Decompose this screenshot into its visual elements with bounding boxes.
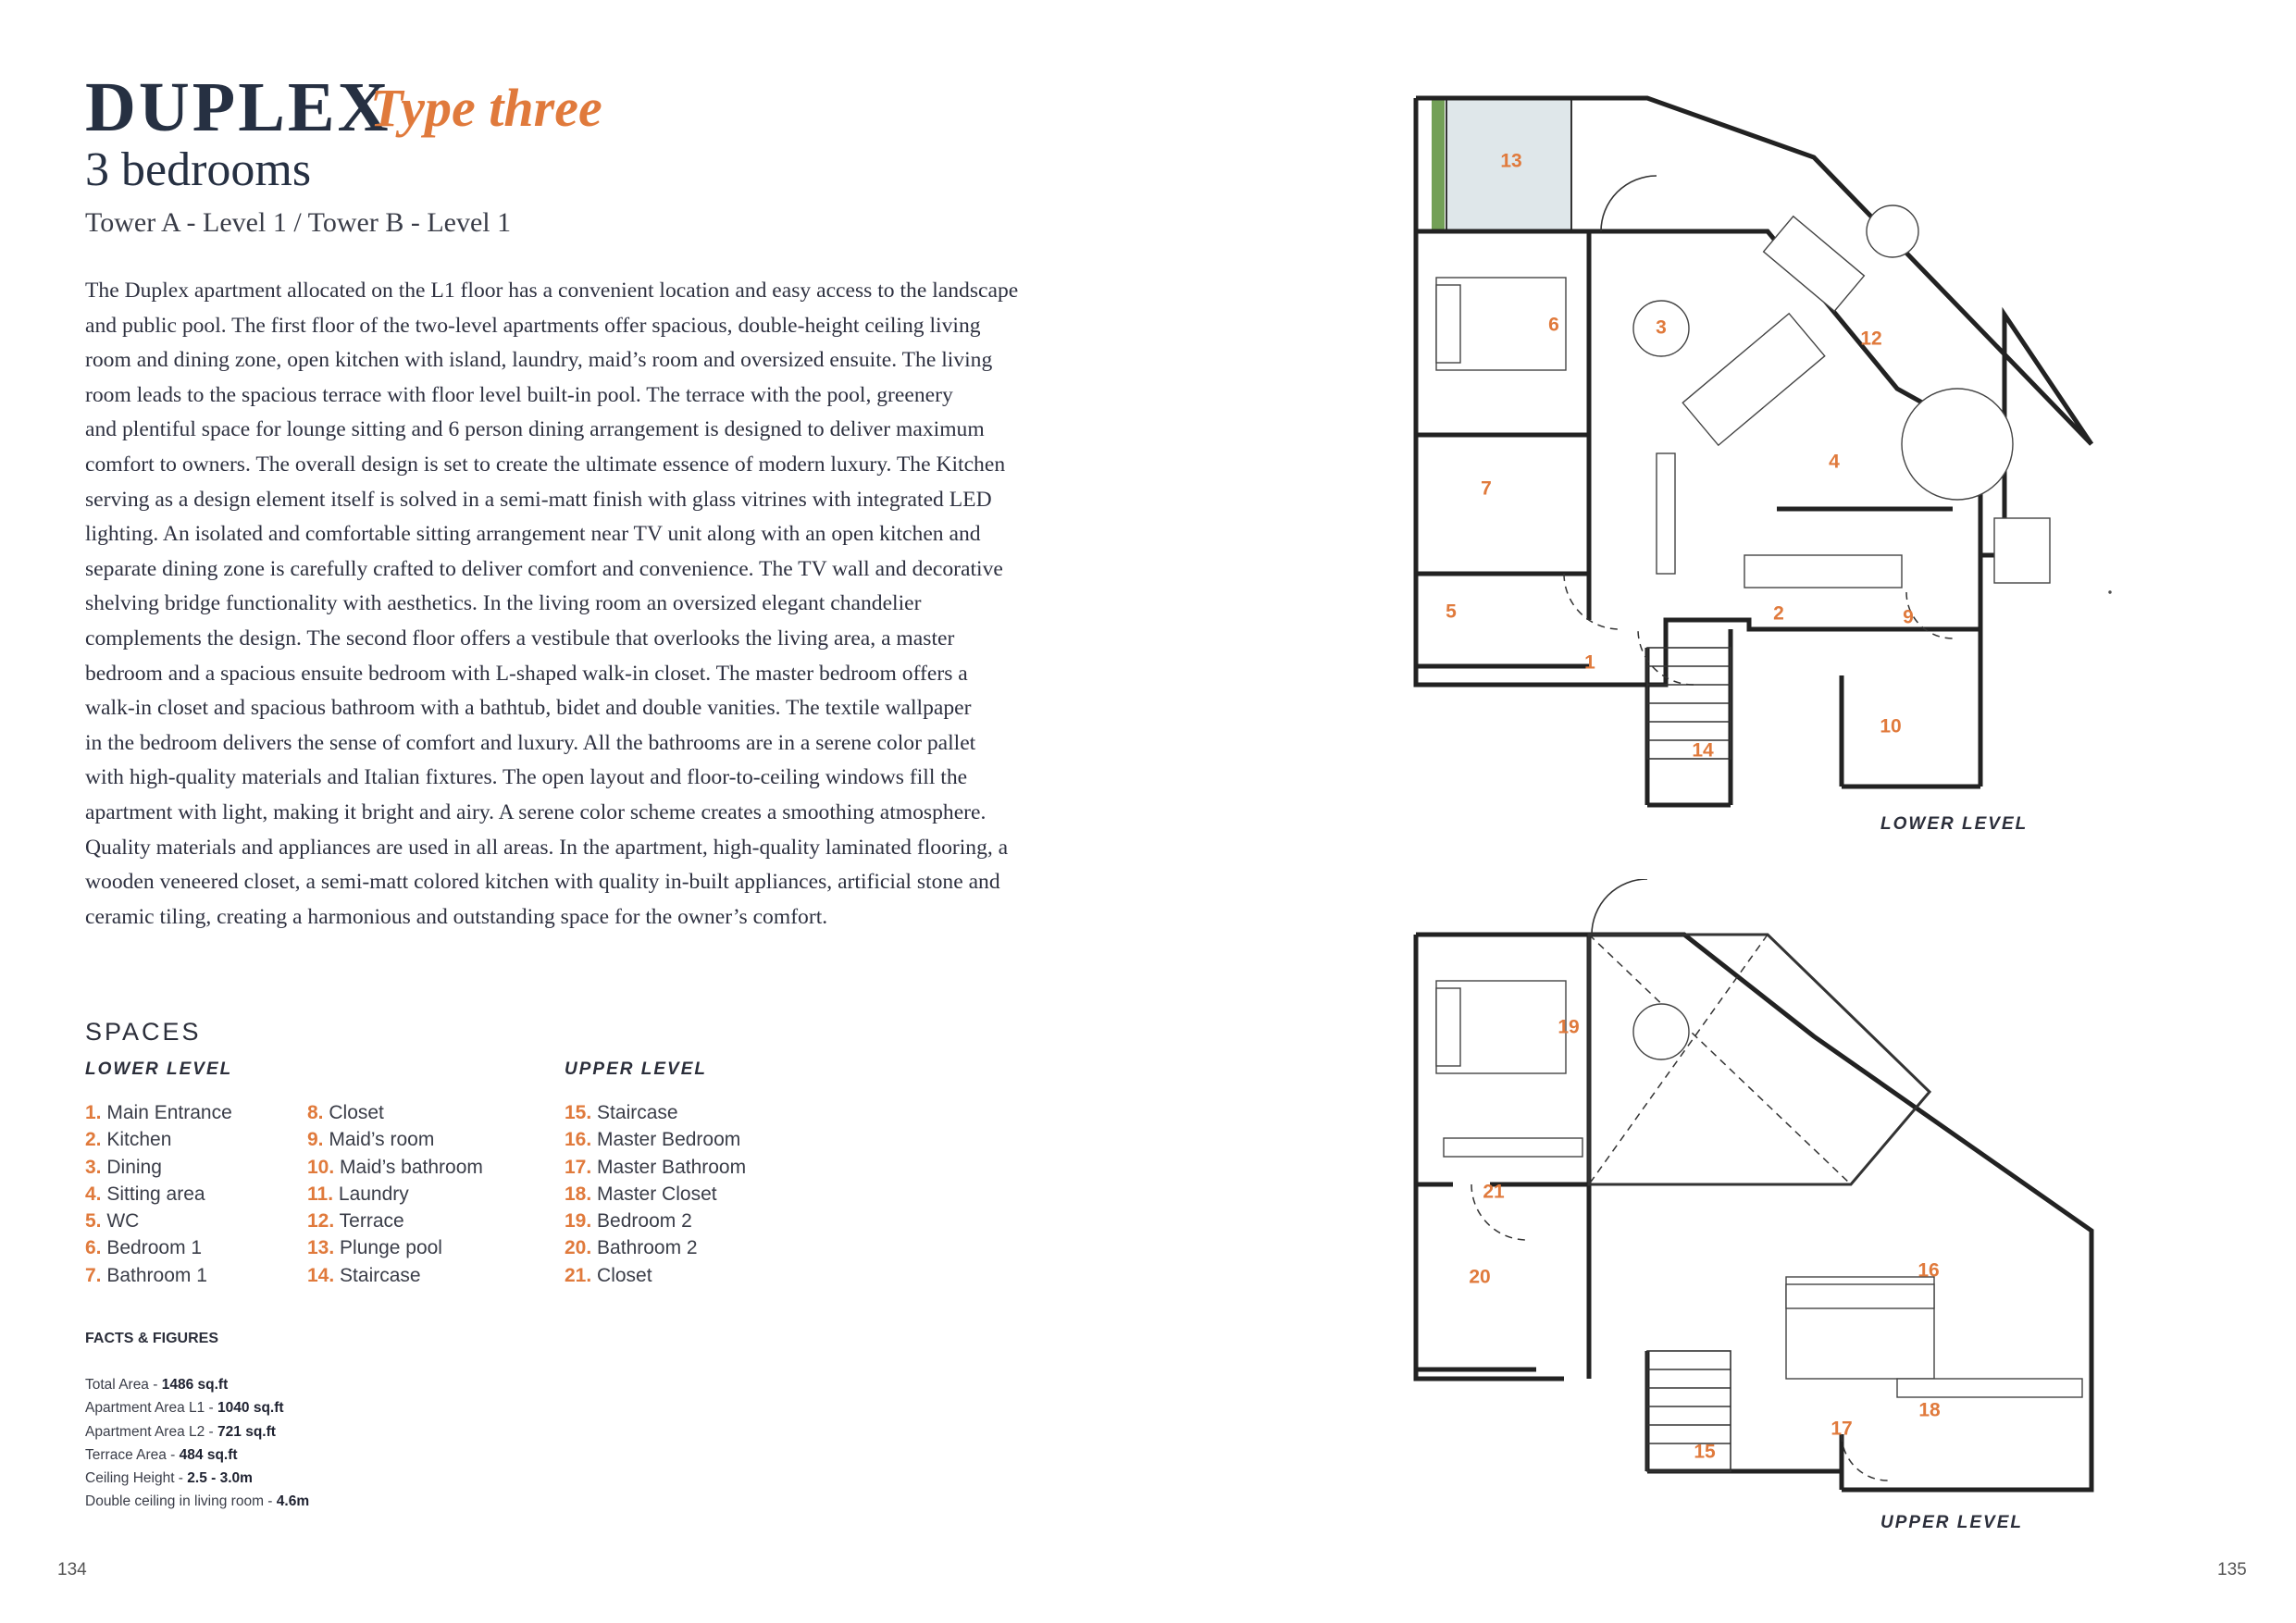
space-number: 5. [85,1210,102,1233]
svg-text:6: 6 [1548,314,1559,336]
space-item [85,1208,232,1234]
svg-text:1: 1 [1584,651,1595,674]
upper-level-heading: UPPER LEVEL [565,1059,707,1079]
spaces-title: SPACES [85,1018,202,1046]
space-item [307,1208,483,1234]
svg-text:21: 21 [1483,1181,1505,1203]
space-number: 20. [565,1237,592,1259]
space-number: 13. [307,1237,335,1259]
spaces-list-lower-2 [307,1099,483,1289]
space-name: WC [106,1210,140,1233]
rug-icon [1867,205,1918,257]
space-number: 11. [307,1183,334,1205]
space-item [565,1208,746,1234]
description-paragraph [85,274,1131,935]
svg-text:5: 5 [1446,601,1457,623]
space-name: Sitting area [106,1183,205,1205]
description-line: lighting. An isolated and comfortable sitting arrangement near TV unit along with an open kitchen and [85,522,981,547]
space-number: 12. [307,1210,335,1233]
space-item [565,1154,746,1181]
space-number: 14. [307,1264,335,1286]
fact-label: Apartment Area L1 - [85,1400,218,1417]
svg-text:4: 4 [1829,451,1840,473]
fact-label: Ceiling Height - [85,1470,188,1487]
lower-level-label: LOWER LEVEL [1880,814,2029,834]
space-name: Staircase [597,1102,678,1123]
svg-text:17: 17 [1831,1418,1853,1440]
sofa-icon [1764,217,1865,312]
space-number: 1. [85,1102,102,1123]
space-item [565,1181,746,1208]
fact-value: 1040 sq.ft [217,1400,284,1417]
description-line: bedroom and a spacious ensuite bedroom with L-shaped walk-in closet. The master bedroom offers a [85,661,968,686]
svg-text:14: 14 [1692,739,1714,762]
space-item [85,1181,232,1208]
space-name: Laundry [338,1183,409,1205]
space-item [565,1099,746,1126]
page-number-right: 135 [2217,1560,2247,1580]
space-name: Kitchen [106,1129,172,1151]
kitchen-island-icon [1744,555,1902,588]
fact-value: 2.5 - 3.0m [187,1470,253,1487]
space-number: 15. [565,1102,592,1123]
space-name: Bedroom 2 [597,1210,692,1233]
fact-row [85,1420,309,1443]
lower-level-heading: LOWER LEVEL [85,1059,233,1079]
description-line: with high-quality materials and Italian fixtures. The open layout and floor-to-ceiling windows fill the [85,765,968,790]
space-name: Master Bedroom [597,1129,741,1151]
spaces-list-lower-1 [85,1099,232,1289]
space-name: Closet [329,1102,384,1123]
space-number: 16. [565,1129,592,1151]
space-number: 17. [565,1156,592,1178]
stairs-upper [1647,1351,1731,1471]
space-name: Master Closet [597,1183,717,1205]
maid-bed-icon [1994,518,2050,583]
space-name: Main Entrance [106,1102,232,1123]
space-number: 8. [307,1102,324,1123]
svg-text:18: 18 [1918,1399,1941,1421]
space-item [565,1262,746,1289]
space-item [85,1262,232,1289]
space-name: Bathroom 2 [597,1237,698,1259]
space-name: Master Bathroom [597,1156,747,1178]
svg-text:10: 10 [1880,715,1902,737]
upper-level-label: UPPER LEVEL [1880,1513,2023,1532]
space-number: 6. [85,1237,102,1259]
fact-value: 4.6m [276,1493,310,1510]
space-name: Bedroom 1 [106,1237,203,1259]
description-line: and plentiful space for lounge sitting and 6 person dining arrangement is designed to deliver maximum [85,417,985,442]
space-item [85,1099,232,1126]
description-line: comfort to owners. The overall design is set to create the ultimate essence of modern luxury. The Kitchen [85,452,1006,477]
space-item [307,1234,483,1261]
space-name: Bathroom 1 [106,1264,207,1286]
description-line: and public pool. The first floor of the two-level apartments offer spacious, double-height ceiling living [85,313,981,338]
svg-text:2: 2 [1773,602,1784,625]
space-name: Maid’s bathroom [340,1156,483,1178]
space-item [85,1234,232,1261]
svg-text:12: 12 [1860,328,1882,350]
description-line: in the bedroom delivers the sense of comfort and luxury. All the bathrooms are in a serene color pallet [85,730,976,755]
space-number: 19. [565,1210,592,1233]
fact-row [85,1396,309,1419]
space-name: Staircase [340,1264,421,1286]
space-name: Plunge pool [340,1237,442,1259]
fact-label: Terrace Area - [85,1446,180,1463]
space-number: 3. [85,1156,102,1178]
space-name: Closet [597,1264,652,1286]
description-line: separate dining zone is carefully crafted to deliver comfort and convenience. The TV wall and decorative [85,556,1003,581]
page-title: DUPLEX [85,68,391,146]
space-name: Dining [106,1156,162,1178]
terrace-table-icon [1902,389,2013,500]
space-item [307,1154,483,1181]
bedrooms-heading: 3 bedrooms [85,143,312,196]
fact-row [85,1373,309,1396]
pillow-icon [1436,988,1460,1066]
space-number: 21. [565,1264,592,1286]
master-closet-shelf-icon [1897,1379,2082,1397]
fact-row [85,1467,309,1490]
fact-value: 484 sq.ft [179,1446,238,1463]
fact-row [85,1490,309,1513]
space-number: 9. [307,1129,324,1151]
svg-text:15: 15 [1694,1441,1716,1463]
facts-list [85,1373,309,1514]
closet-shelf-icon [1444,1138,1582,1157]
svg-text:3: 3 [1656,316,1667,339]
space-number: 10. [307,1156,335,1178]
description-line: The Duplex apartment allocated on the L1 floor has a convenient location and easy access to the landscape [85,279,1019,303]
svg-text:7: 7 [1481,477,1492,500]
lower-level-floor-plan [1379,74,2119,814]
fact-label: Total Area - [85,1377,162,1393]
pillow-icon [1436,285,1460,363]
fact-row [85,1443,309,1467]
facts-title: FACTS & FIGURES [85,1331,219,1346]
svg-text:19: 19 [1558,1016,1580,1038]
location-line: Tower A - Level 1 / Tower B - Level 1 [85,207,512,238]
space-item [307,1099,483,1126]
space-item [85,1126,232,1153]
space-number: 2. [85,1129,102,1151]
description-line: walk-in closet and spacious bathroom with a bathtub, bidet and double vanities. The textile wallpaper [85,696,972,721]
bookshelf-icon [1657,453,1675,574]
svg-text:16: 16 [1917,1259,1940,1282]
svg-text:20: 20 [1469,1266,1491,1288]
master-pillow-icon [1786,1284,1934,1308]
space-item [307,1126,483,1153]
space-number: 18. [565,1183,592,1205]
space-item [565,1126,746,1153]
fact-value: 1486 sq.ft [161,1377,229,1393]
page-number-left: 134 [57,1560,87,1580]
greenery-strip [1432,98,1445,232]
fact-value: 721 sq.ft [217,1423,276,1440]
description-line: room and dining zone, open kitchen with island, laundry, maid’s room and oversized ensuite. The living [85,348,993,373]
description-line: wooden veneered closet, a semi-matt colored kitchen with quality in-built appliances, artificial stone and [85,870,1000,895]
space-number: 4. [85,1183,102,1205]
type-subtitle: Type three [370,78,602,138]
space-item [307,1262,483,1289]
space-item [565,1234,746,1261]
space-name: Terrace [339,1210,404,1233]
sectional-sofa-icon [1682,314,1824,445]
space-number: 7. [85,1264,102,1286]
description-line: apartment with light, making it bright and airy. A serene color scheme creates a smoothing atmosphere. [85,799,987,824]
description-line: serving as a design element itself is solved in a semi-matt finish with glass vitrines with integrated LED [85,487,992,512]
fact-label: Apartment Area L2 - [85,1423,218,1440]
description-line: complements the design. The second floor offers a vestibule that overlooks the living area, a master [85,626,955,650]
upper-level-floor-plan [1379,879,2119,1518]
description-line: Quality materials and appliances are used in all areas. In the apartment, high-quality laminated flooring, a [85,835,1009,860]
dining-table-icon [1633,1004,1689,1059]
space-item [307,1181,483,1208]
description-line: ceramic tiling, creating a harmonious and outstanding space for the owner’s comfort. [85,904,828,929]
svg-text:9: 9 [1903,606,1914,628]
fact-label: Double ceiling in living room - [85,1493,277,1510]
space-name: Maid’s room [329,1129,435,1151]
stairs-lower [1647,648,1731,759]
svg-text:13: 13 [1500,150,1522,172]
description-line: shelving bridge functionality with aesthetics. In the living room an oversized elegant chandelier [85,591,922,616]
space-item [85,1154,232,1181]
description-line: room leads to the spacious terrace with floor level built-in pool. The terrace with the pool, greenery [85,382,953,407]
spaces-list-upper [565,1099,746,1289]
